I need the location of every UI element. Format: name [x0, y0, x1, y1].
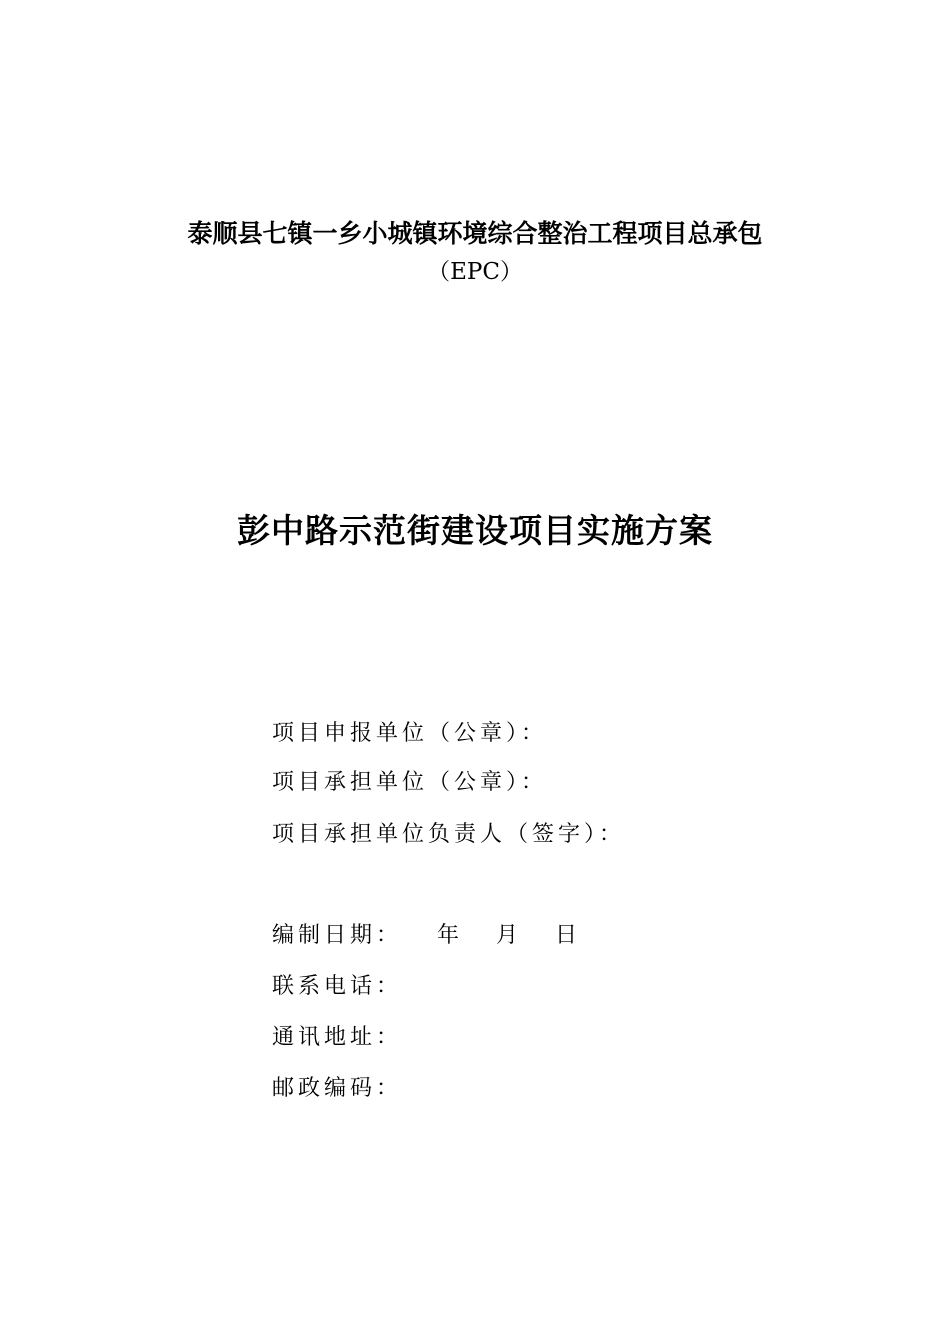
date-day-label: 日 [555, 923, 582, 948]
phone-field: 联系电话： [272, 974, 403, 999]
postcode-field: 邮政编码： [272, 1076, 403, 1101]
compile-date-field [272, 921, 581, 951]
undertaking-unit-field: 项目承担单位（公章）： [272, 770, 548, 795]
main-title: 彭中路示范街建设项目实施方案 [237, 511, 713, 550]
date-month-label: 月 [496, 923, 523, 948]
date-year-label: 年 [437, 923, 464, 948]
address-field: 通讯地址： [272, 1025, 403, 1050]
compile-date-label: 编制日期： [272, 923, 403, 948]
document-header-subtitle: （EPC） [427, 259, 523, 285]
undertaking-leader-field: 项目承担单位负责人（签字）： [272, 822, 626, 847]
applicant-unit-field: 项目申报单位（公章）： [272, 721, 548, 746]
document-header-title: 泰顺县七镇一乡小城镇环境综合整治工程项目总承包 [187, 219, 763, 248]
